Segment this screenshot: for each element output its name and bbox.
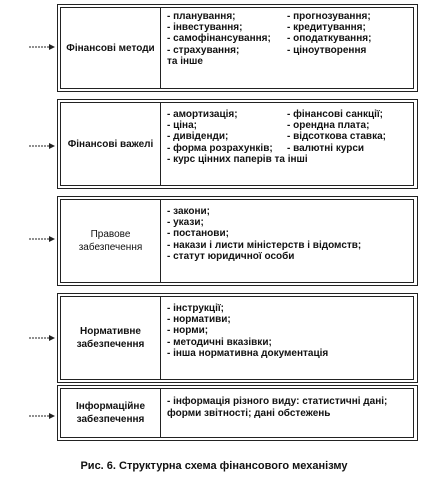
arrow-icon: [29, 141, 55, 151]
block-normative-support: [57, 293, 418, 383]
category-label: Нормативне забезпечення: [61, 297, 161, 379]
item-list: [161, 8, 413, 88]
list-item: - ціноутворення: [287, 44, 367, 56]
list-item: - прогнозування;: [287, 11, 371, 22]
list-item: - ціна;: [167, 120, 197, 132]
item-list: [161, 103, 413, 185]
list-item: форми звітності; дані обстежень: [167, 408, 331, 419]
list-item: - інформація різного виду: статистичні дані;: [167, 396, 388, 407]
list-item: - інструкції;: [167, 303, 224, 314]
list-item: - інвестування;: [167, 22, 243, 34]
category-label: Фінансові методи: [61, 8, 161, 88]
list-item: - закони;: [167, 206, 211, 217]
category-label: Інформаційне забезпечення: [61, 389, 161, 437]
list-item: - укази;: [167, 217, 204, 229]
list-item: - страхування;: [167, 44, 240, 56]
list-item: - методичні вказівки;: [167, 336, 272, 348]
list-item: та інше: [167, 55, 203, 67]
figure-caption: Рис. 6. Структурна схема фінансового механізму: [80, 460, 348, 472]
list-item: - самофінансування;: [167, 33, 271, 45]
block-legal-support: [57, 196, 418, 286]
list-item: - інша нормативна документація: [167, 347, 329, 359]
list-item: - амортизація;: [167, 109, 238, 120]
list-item: - нормативи;: [167, 314, 231, 326]
category-label: Правове забезпечення: [61, 200, 161, 282]
list-item: - планування;: [167, 11, 236, 22]
item-list: [161, 200, 413, 282]
list-item: - статут юридичної особи: [167, 250, 295, 262]
block-information-support: [57, 385, 418, 441]
list-item: - оподаткування;: [287, 33, 372, 45]
list-item: - дивіденди;: [167, 131, 229, 143]
arrow-icon: [29, 333, 55, 343]
item-list: [161, 297, 413, 379]
arrow-icon: [29, 234, 55, 244]
list-item: - накази і листи міністерств і відомств;: [167, 239, 362, 251]
list-item: - форма розрахунків;: [167, 142, 273, 154]
block-financial-methods: [57, 4, 418, 92]
item-list: [161, 389, 413, 437]
arrow-icon: [29, 42, 55, 52]
list-item: - валютні курси: [287, 142, 365, 154]
list-item: - кредитування;: [287, 22, 366, 34]
list-item: - норми;: [167, 325, 209, 337]
list-item: - курс цінних паперів та інші: [167, 153, 308, 165]
list-item: - орендна плата;: [287, 120, 370, 132]
arrow-icon: [29, 411, 55, 421]
category-label: Фінансові важелі: [61, 103, 161, 185]
list-item: - постанови;: [167, 228, 229, 240]
list-item: - фінансові санкції;: [287, 109, 384, 120]
block-financial-levers: [57, 99, 418, 189]
list-item: - відсоткова ставка;: [287, 131, 386, 143]
